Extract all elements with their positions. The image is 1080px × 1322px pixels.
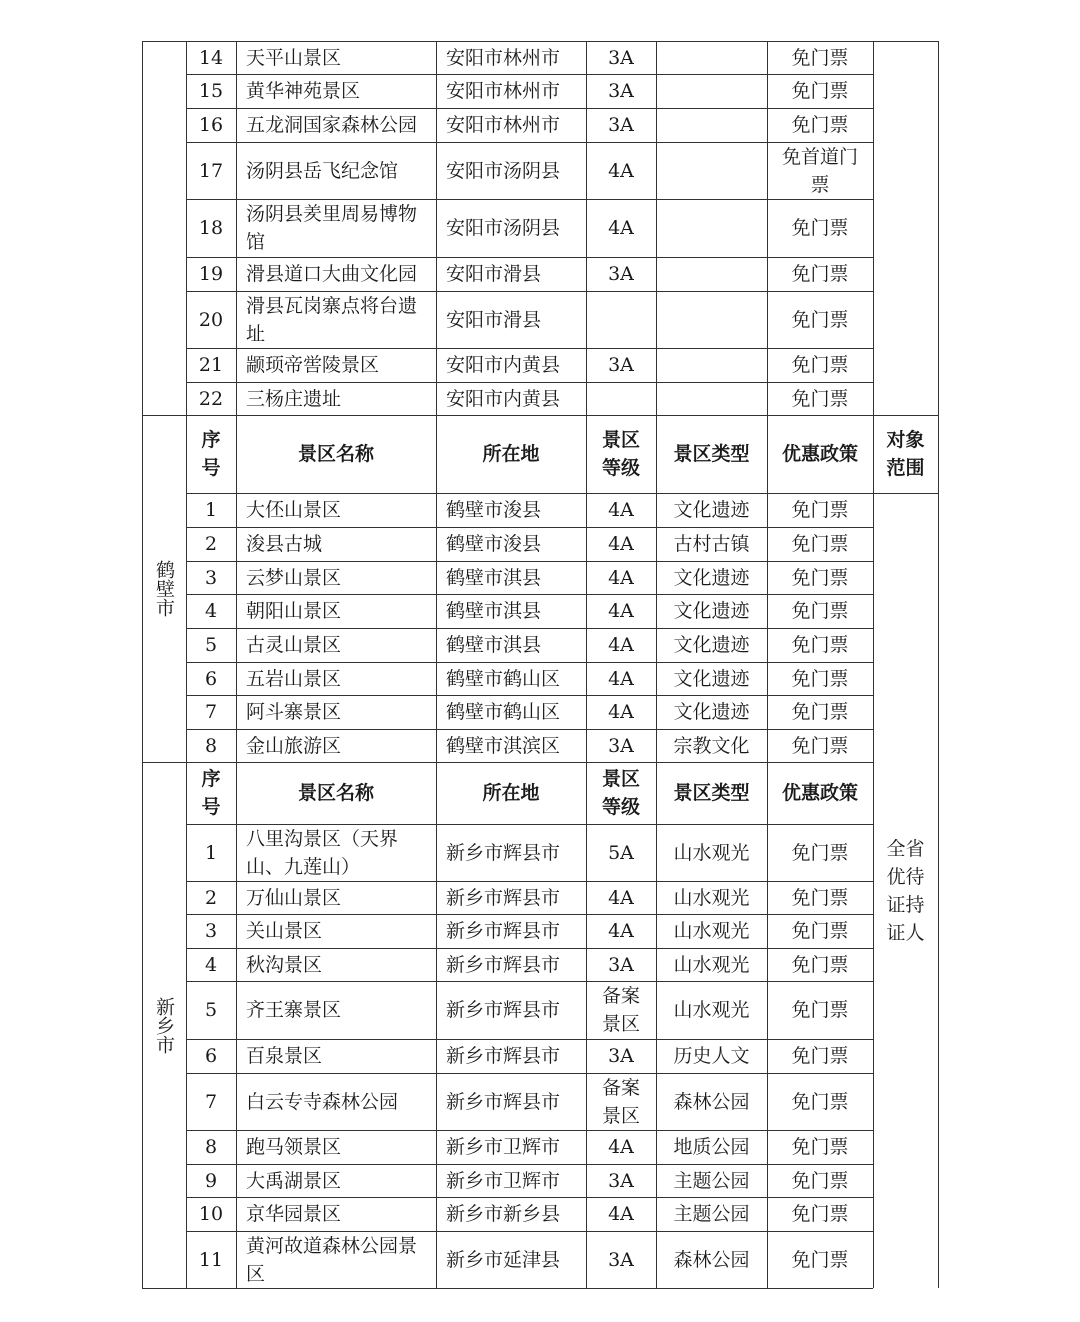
scope-text: 全省优待证持证人 xyxy=(886,837,925,944)
cell-level: 3A xyxy=(608,46,634,69)
cell-type xyxy=(656,108,767,142)
cell-location: 新乡市卫辉市 xyxy=(446,1169,561,1192)
table-rule xyxy=(186,1130,873,1131)
table-rule xyxy=(186,1231,873,1232)
cell-level: 3A xyxy=(608,734,634,757)
cell-type xyxy=(656,382,767,415)
cell-seq: 7 xyxy=(204,701,218,723)
cell-location: 安阳市林州市 xyxy=(446,114,561,136)
table-rule xyxy=(186,527,873,528)
table-rule xyxy=(186,257,873,258)
cell-location: 安阳市内黄县 xyxy=(446,387,561,410)
cell-seq: 20 xyxy=(198,308,224,331)
cell-type xyxy=(656,257,767,291)
table-rule xyxy=(186,1073,873,1074)
cell-level: 3A xyxy=(608,1169,634,1192)
cell-location: 鹤壁市淇县 xyxy=(446,600,542,622)
cell-level: 4A xyxy=(608,667,634,690)
cell-policy: 免门票 xyxy=(791,308,849,331)
cell-name: 阿斗寨景区 xyxy=(246,701,342,723)
cell-location: 安阳市林州市 xyxy=(446,46,561,69)
table-rule xyxy=(186,348,873,349)
table-rule xyxy=(186,199,873,200)
cell-location: 鹤壁市浚县 xyxy=(446,499,542,521)
cell-seq: 3 xyxy=(204,920,218,942)
cell-policy: 免门票 xyxy=(791,634,849,656)
cell-name: 三杨庄遗址 xyxy=(246,387,342,410)
cell-location: 鹤壁市淇县 xyxy=(446,634,542,656)
table-rule xyxy=(236,41,237,1288)
cell-policy: 免门票 xyxy=(791,1203,849,1225)
cell-seq: 10 xyxy=(198,1203,224,1225)
cell-name: 五龙洞国家森林公园 xyxy=(246,114,418,136)
table-rule xyxy=(586,41,587,1288)
cell-policy: 免门票 xyxy=(791,1136,849,1158)
cell-policy: 免门票 xyxy=(791,46,849,69)
cell-name: 跑马领景区 xyxy=(246,1136,342,1158)
cell-level xyxy=(586,291,656,348)
table-rule xyxy=(186,914,873,915)
cell-policy: 免门票 xyxy=(791,1090,849,1113)
table-rule xyxy=(186,74,873,75)
column-header-type: 景区类型 xyxy=(673,443,750,465)
cell-level: 3A xyxy=(608,263,634,285)
cell-level: 4A xyxy=(608,600,634,622)
cell-seq: 21 xyxy=(198,354,224,376)
cell-policy: 免门票 xyxy=(791,566,849,589)
table-rule xyxy=(186,415,873,416)
cell-seq: 15 xyxy=(198,80,224,102)
table-rule xyxy=(873,41,874,1288)
cell-policy: 免门票 xyxy=(791,701,849,723)
cell-policy: 免门票 xyxy=(791,734,849,757)
cell-level: 备案景区 xyxy=(601,985,640,1035)
cell-level: 4A xyxy=(608,1136,634,1158)
cell-policy: 免门票 xyxy=(791,114,849,136)
cell-location: 新乡市辉县市 xyxy=(446,999,561,1021)
cell-location: 新乡市卫辉市 xyxy=(446,1136,561,1158)
cell-seq: 8 xyxy=(204,734,218,757)
cell-level: 3A xyxy=(608,114,634,136)
cell-name: 滑县道口大曲文化园 xyxy=(246,263,418,285)
column-header-level: 景区等级 xyxy=(601,768,640,818)
cell-level: 4A xyxy=(608,920,634,942)
cell-name: 朝阳山景区 xyxy=(246,600,342,622)
cell-type: 山水观光 xyxy=(673,841,750,864)
table-rule xyxy=(142,41,143,1288)
cell-location: 安阳市林州市 xyxy=(446,80,561,102)
cell-location: 安阳市汤阴县 xyxy=(446,217,561,239)
cell-seq: 1 xyxy=(204,841,218,864)
cell-type: 地质公园 xyxy=(673,1136,750,1158)
table-rule xyxy=(186,762,873,763)
cell-location: 新乡市辉县市 xyxy=(446,886,561,909)
cell-location: 鹤壁市鹤山区 xyxy=(446,701,561,723)
cell-seq: 4 xyxy=(204,953,218,976)
cell-type xyxy=(656,74,767,108)
cell-location: 新乡市延津县 xyxy=(446,1248,561,1271)
cell-policy: 免首道门票 xyxy=(781,145,858,196)
column-header-scope: 对象范围 xyxy=(886,429,925,479)
cell-seq: 5 xyxy=(204,999,218,1021)
cell-name: 秋沟景区 xyxy=(246,953,323,976)
cell-policy: 免门票 xyxy=(791,841,849,864)
cell-type xyxy=(656,142,767,199)
cell-type xyxy=(656,199,767,257)
cell-policy: 免门票 xyxy=(791,1169,849,1192)
table-rule xyxy=(142,762,186,763)
table-rule xyxy=(186,948,873,949)
cell-level: 备案景区 xyxy=(601,1076,640,1127)
cell-location: 新乡市辉县市 xyxy=(446,953,561,976)
cell-location: 新乡市新乡县 xyxy=(446,1203,561,1225)
table-rule xyxy=(186,824,873,825)
cell-policy: 免门票 xyxy=(791,1045,849,1067)
cell-location: 新乡市辉县市 xyxy=(446,1045,561,1067)
cell-type: 文化遗迹 xyxy=(673,667,750,690)
table-rule xyxy=(938,41,939,1288)
cell-policy: 免门票 xyxy=(791,953,849,976)
cell-level: 4A xyxy=(608,159,634,182)
cell-location: 安阳市滑县 xyxy=(446,308,542,331)
table-rule xyxy=(186,493,873,494)
table-rule xyxy=(767,41,768,1288)
cell-level: 4A xyxy=(608,634,634,656)
cell-name: 汤阴县羑里周易博物馆 xyxy=(246,203,418,253)
table-rule xyxy=(873,415,938,416)
table-rule xyxy=(142,415,186,416)
cell-seq: 5 xyxy=(204,634,218,656)
cell-name: 黄河故道森林公园景区 xyxy=(246,1234,418,1285)
cell-level: 3A xyxy=(608,354,634,376)
cell-seq: 2 xyxy=(204,533,218,555)
cell-seq: 7 xyxy=(204,1090,218,1113)
cell-policy: 免门票 xyxy=(791,920,849,942)
cell-location: 新乡市辉县市 xyxy=(446,920,561,942)
cell-type: 山水观光 xyxy=(673,999,750,1021)
cell-name: 颛顼帝喾陵景区 xyxy=(246,354,380,376)
cell-policy: 免门票 xyxy=(791,499,849,521)
table-rule xyxy=(656,41,657,1288)
cell-name: 五岩山景区 xyxy=(246,667,342,690)
cell-name: 古灵山景区 xyxy=(246,634,342,656)
cell-type: 山水观光 xyxy=(673,886,750,909)
cell-level: 3A xyxy=(608,1248,634,1271)
cell-type: 森林公园 xyxy=(673,1248,750,1271)
column-header-policy: 优惠政策 xyxy=(781,443,858,465)
cell-type: 文化遗迹 xyxy=(673,600,750,622)
cell-name: 金山旅游区 xyxy=(246,734,342,757)
table-rule xyxy=(186,382,873,383)
cell-type: 古村古镇 xyxy=(673,533,750,555)
column-header-seq: 序号 xyxy=(201,429,221,479)
cell-type: 文化遗迹 xyxy=(673,566,750,589)
cell-name: 云梦山景区 xyxy=(246,566,342,589)
column-header-location: 所在地 xyxy=(482,443,540,465)
cell-location: 鹤壁市浚县 xyxy=(446,533,542,555)
cell-type xyxy=(656,291,767,348)
cell-location: 鹤壁市鹤山区 xyxy=(446,667,561,690)
cell-name: 大伾山景区 xyxy=(246,499,342,521)
table-rule xyxy=(186,981,873,982)
cell-type: 山水观光 xyxy=(673,953,750,976)
table-rule xyxy=(186,142,873,143)
table-rule xyxy=(186,695,873,696)
cell-type: 历史人文 xyxy=(673,1045,750,1067)
cell-location: 安阳市汤阴县 xyxy=(446,159,561,182)
cell-seq: 3 xyxy=(204,566,218,589)
cell-seq: 8 xyxy=(204,1136,218,1158)
cell-location: 新乡市辉县市 xyxy=(446,1090,561,1113)
cell-seq: 9 xyxy=(204,1169,218,1192)
table-rule xyxy=(142,41,938,42)
cell-policy: 免门票 xyxy=(791,80,849,102)
cell-policy: 免门票 xyxy=(791,1248,849,1271)
cell-seq: 11 xyxy=(198,1248,224,1271)
cell-name: 滑县瓦岗寨点将台遗址 xyxy=(246,294,418,345)
cell-policy: 免门票 xyxy=(791,263,849,285)
cell-policy: 免门票 xyxy=(791,667,849,690)
cell-location: 新乡市辉县市 xyxy=(446,841,561,864)
cell-level: 3A xyxy=(608,1045,634,1067)
cell-type: 森林公园 xyxy=(673,1090,750,1113)
cell-policy: 免门票 xyxy=(791,886,849,909)
cell-level: 5A xyxy=(608,841,634,864)
table-rule xyxy=(186,881,873,882)
column-header-name: 景区名称 xyxy=(297,443,374,465)
column-header-level: 景区等级 xyxy=(601,429,640,479)
cell-level xyxy=(586,382,656,415)
cell-seq: 22 xyxy=(198,387,224,410)
table-rule xyxy=(186,594,873,595)
cell-seq: 6 xyxy=(204,1045,218,1067)
cell-name: 关山景区 xyxy=(246,920,323,942)
column-header-seq: 序号 xyxy=(201,768,221,818)
table-rule xyxy=(186,561,873,562)
table-rule xyxy=(186,1039,873,1040)
cell-seq: 18 xyxy=(198,217,224,239)
table-rule xyxy=(186,729,873,730)
cell-seq: 14 xyxy=(198,46,224,69)
column-header-location: 所在地 xyxy=(482,782,540,804)
table-rule xyxy=(186,1288,873,1289)
table-rule xyxy=(186,1197,873,1198)
cell-level: 4A xyxy=(608,217,634,239)
cell-seq: 1 xyxy=(204,499,218,521)
cell-name: 天平山景区 xyxy=(246,46,342,69)
cell-name: 白云专寺森林公园 xyxy=(246,1090,399,1113)
city-label-xinxiang: 新乡市 xyxy=(153,996,175,1054)
cell-level: 4A xyxy=(608,886,634,909)
cell-name: 万仙山景区 xyxy=(246,886,342,909)
cell-name: 浚县古城 xyxy=(246,533,323,555)
table-rule xyxy=(186,41,187,1288)
cell-name: 百泉景区 xyxy=(246,1045,323,1067)
cell-level: 3A xyxy=(608,953,634,976)
cell-level: 4A xyxy=(608,701,634,723)
cell-seq: 2 xyxy=(204,886,218,909)
cell-name: 京华园景区 xyxy=(246,1203,342,1225)
cell-name: 八里沟景区（天界山、九莲山） xyxy=(246,827,399,878)
table-rule xyxy=(186,108,873,109)
cell-policy: 免门票 xyxy=(791,217,849,239)
cell-type: 山水观光 xyxy=(673,920,750,942)
table-rule xyxy=(186,1164,873,1165)
cell-type xyxy=(656,41,767,74)
table-rule xyxy=(142,1288,186,1289)
table-rule xyxy=(436,41,437,1288)
column-header-type: 景区类型 xyxy=(673,782,750,804)
column-header-policy: 优惠政策 xyxy=(781,782,858,804)
cell-seq: 16 xyxy=(198,114,224,136)
cell-location: 鹤壁市淇县 xyxy=(446,566,542,589)
table-rule xyxy=(186,628,873,629)
cell-seq: 17 xyxy=(198,159,224,182)
cell-location: 鹤壁市淇滨区 xyxy=(446,734,561,757)
table-rule xyxy=(186,662,873,663)
cell-seq: 19 xyxy=(198,263,224,285)
city-label-hebi: 鹤壁市 xyxy=(153,560,175,617)
cell-policy: 免门票 xyxy=(791,533,849,555)
cell-seq: 4 xyxy=(204,600,218,622)
cell-policy: 免门票 xyxy=(791,999,849,1021)
cell-name: 黄华神苑景区 xyxy=(246,80,361,102)
table-rule xyxy=(873,493,938,494)
cell-seq: 6 xyxy=(204,667,218,690)
cell-level: 4A xyxy=(608,499,634,521)
cell-level: 3A xyxy=(608,80,634,102)
cell-type: 宗教文化 xyxy=(673,734,750,757)
cell-level: 4A xyxy=(608,533,634,555)
cell-type: 文化遗迹 xyxy=(673,634,750,656)
cell-type: 文化遗迹 xyxy=(673,499,750,521)
cell-level: 4A xyxy=(608,1203,634,1225)
column-header-name: 景区名称 xyxy=(297,782,374,804)
cell-type xyxy=(656,348,767,382)
cell-type: 文化遗迹 xyxy=(673,701,750,723)
cell-type: 主题公园 xyxy=(673,1169,750,1192)
cell-location: 安阳市滑县 xyxy=(446,263,542,285)
cell-level: 4A xyxy=(608,566,634,589)
cell-type: 主题公园 xyxy=(673,1203,750,1225)
cell-name: 大禹湖景区 xyxy=(246,1169,342,1192)
cell-location: 安阳市内黄县 xyxy=(446,354,561,376)
cell-name: 汤阴县岳飞纪念馆 xyxy=(246,159,399,182)
table-rule xyxy=(186,291,873,292)
cell-name: 齐王寨景区 xyxy=(246,999,342,1021)
cell-policy: 免门票 xyxy=(791,387,849,410)
cell-policy: 免门票 xyxy=(791,354,849,376)
cell-policy: 免门票 xyxy=(791,600,849,622)
